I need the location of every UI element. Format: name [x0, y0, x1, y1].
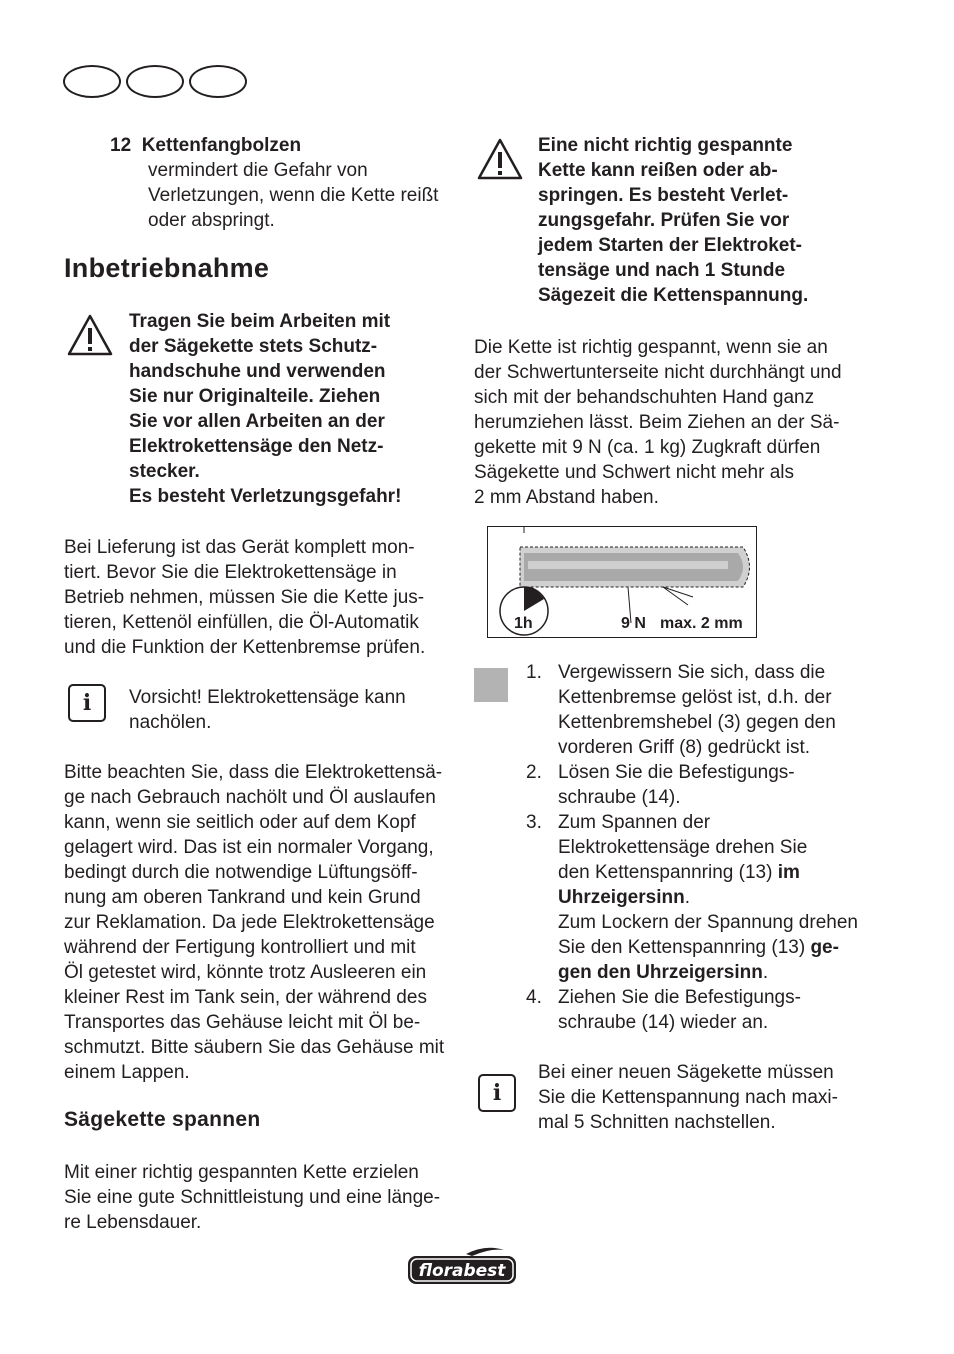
step-number: 4.: [526, 987, 542, 1008]
text-line: Eine nicht richtig gespannte: [538, 135, 793, 156]
text-span: den Kettenspannring (13): [558, 862, 778, 883]
list-item: [526, 985, 866, 1035]
text-line: schmutzt. Bitte säubern Sie das Gehäuse mit: [64, 1037, 445, 1058]
text-line: zur Reklamation. Da jede Elektrokettensäge: [64, 912, 435, 933]
logo-text: florabest: [418, 1261, 506, 1281]
text-line: der Schwertunterseite nicht durchhängt und: [474, 362, 842, 383]
paragraph: [474, 335, 874, 510]
text-line: [558, 960, 866, 985]
gap-label: max. 2 mm: [660, 615, 743, 632]
list-item: [526, 660, 866, 760]
text-line: Es besteht Verletzungsgefahr!: [129, 486, 402, 507]
emphasis: ge-: [810, 937, 839, 958]
text-line: oder abspringt.: [148, 210, 275, 231]
text-line: nung am oberen Tankrand und kein Grund: [64, 887, 421, 908]
text-line: vorderen Griff (8) gedrückt ist.: [558, 737, 811, 758]
text-line: Kettenbremshebel (3) gegen den: [558, 712, 836, 733]
part-description: [110, 133, 460, 233]
info-text: [129, 685, 459, 735]
warning-icon: [476, 137, 524, 181]
info-text: [538, 1060, 878, 1135]
text-line: mal 5 Schnitten nachstellen.: [538, 1112, 776, 1133]
text-line: springen. Es besteht Verlet-: [538, 185, 789, 206]
text-line: Vergewissern Sie sich, dass die: [558, 662, 826, 683]
text-line: Lösen Sie die Befestigungs-: [558, 762, 795, 783]
text-line: re Lebensdauer.: [64, 1212, 202, 1233]
text-line: Zum Lockern der Spannung drehen: [558, 912, 858, 933]
text-line: gelagert wird. Das ist ein normaler Vorgang,: [64, 837, 434, 858]
language-oval: [126, 65, 184, 98]
text-line: Die Kette ist richtig gespannt, wenn sie an: [474, 337, 828, 358]
language-oval: [189, 65, 247, 98]
text-line: handschuhe und verwenden: [129, 361, 386, 382]
text-line: Elektrokettensäge drehen Sie: [558, 837, 808, 858]
text-line: gekette mit 9 N (ca. 1 kg) Zugkraft dürfen: [474, 437, 821, 458]
text-line: vermindert die Gefahr von: [148, 160, 368, 181]
text-line: Kette kann reißen oder ab-: [538, 160, 778, 181]
language-oval: [63, 65, 121, 98]
text-line: Betrieb nehmen, müssen Sie die Kette jus-: [64, 587, 425, 608]
text-line: schraube (14).: [558, 787, 681, 808]
text-line: Vorsicht! Elektrokettensäge kann: [129, 687, 406, 708]
text-span: .: [762, 962, 769, 983]
force-label: 9 N: [621, 615, 646, 632]
text-line: tiert. Bevor Sie die Elektrokettensäge in: [64, 562, 397, 583]
warning-text: [538, 133, 878, 308]
text-line: [558, 860, 866, 885]
text-line: [558, 935, 866, 960]
text-line: schraube (14) wieder an.: [558, 1012, 769, 1033]
text-line: herumziehen lässt. Beim Ziehen an der Sä-: [474, 412, 840, 433]
text-line: tensäge und nach 1 Stunde: [538, 260, 786, 281]
section-heading: Inbetriebnahme: [64, 253, 270, 283]
text-line: ge nach Gebrauch nachölt und Öl auslaufen: [64, 787, 436, 808]
list-item: [526, 810, 866, 985]
text-line: Mit einer richtig gespannten Kette erzielen: [64, 1162, 419, 1183]
chain-tension-diagram: [487, 526, 757, 638]
text-line: Elektrokettensäge den Netz-: [129, 436, 384, 457]
text-line: stecker.: [129, 461, 200, 482]
step-number: 2.: [526, 762, 542, 783]
part-number: 12: [110, 135, 132, 156]
text-line: Ziehen Sie die Befestigungs-: [558, 987, 801, 1008]
step-number: 1.: [526, 662, 542, 683]
text-line: Sägezeit die Kettenspannung.: [538, 285, 809, 306]
text-line: [558, 885, 866, 910]
paragraph: [64, 1160, 459, 1235]
text-line: Bei einer neuen Sägekette müssen: [538, 1062, 834, 1083]
text-line: Sie die Kettenspannung nach maxi-: [538, 1087, 838, 1108]
text-span: .: [684, 887, 690, 908]
text-line: Sie nur Originalteile. Ziehen: [129, 386, 381, 407]
text-line: Tragen Sie beim Arbeiten mit: [129, 311, 391, 332]
text-line: bedingt durch die notwendige Lüftungsöff-: [64, 862, 418, 883]
info-icon: i: [68, 684, 106, 722]
text-line: Verletzungen, wenn die Kette reißt: [148, 185, 439, 206]
step-list: [526, 660, 866, 1035]
text-line: und die Funktion der Kettenbremse prüfen.: [64, 637, 426, 658]
text-line: kann, wenn sie seitlich oder auf dem Kopf: [64, 812, 416, 833]
text-line: Bei Lieferung ist das Gerät komplett mon-: [64, 537, 415, 558]
text-line: Zum Spannen der: [558, 812, 711, 833]
text-line: tieren, Kettenöl einfüllen, die Öl-Automatik: [64, 612, 419, 633]
paragraph: [64, 760, 459, 1085]
language-tabs: [63, 65, 252, 98]
emphasis: Uhrzeigersinn: [558, 887, 685, 908]
text-line: Sägekette und Schwert nicht mehr als: [474, 462, 795, 483]
text-line: Öl getestet wird, könnte trotz Ausleeren ein: [64, 962, 427, 983]
text-line: kleiner Rest im Tank sein, der während des: [64, 987, 427, 1008]
part-title: Kettenfangbolzen: [141, 135, 302, 156]
info-icon: i: [478, 1074, 516, 1112]
step-marker: [474, 668, 508, 702]
emphasis: gen den Uhrzeigersinn: [558, 962, 763, 983]
text-line: jedem Starten der Elektroket-: [538, 235, 802, 256]
text-line: der Sägekette stets Schutz-: [129, 336, 378, 357]
text-line: zungsgefahr. Prüfen Sie vor: [538, 210, 790, 231]
text-line: nachölen.: [129, 712, 212, 733]
text-line: Sie eine gute Schnittleistung und eine länge-: [64, 1187, 441, 1208]
text-span: Sie den Kettenspannring (13): [558, 937, 811, 958]
emphasis: im: [777, 862, 800, 883]
warning-text: [129, 309, 459, 509]
text-line: Sie vor allen Arbeiten an der: [129, 411, 385, 432]
text-line: einem Lappen.: [64, 1062, 190, 1083]
subsection-heading: Sägekette spannen: [64, 1108, 261, 1131]
text-line: sich mit der behandschuhten Hand ganz: [474, 387, 815, 408]
step-number: 3.: [526, 812, 542, 833]
warning-icon: [66, 313, 114, 357]
list-item: [526, 760, 866, 810]
text-line: Kettenbremse gelöst ist, d.h. der: [558, 687, 832, 708]
text-line: Transportes das Gehäuse leicht mit Öl be-: [64, 1012, 421, 1033]
text-line: 2 mm Abstand haben.: [474, 487, 659, 508]
text-line: Bitte beachten Sie, dass die Elektrokettensä-: [64, 762, 443, 783]
time-label: 1h: [514, 615, 533, 632]
text-line: während der Fertigung kontrolliert und mit: [64, 937, 416, 958]
paragraph: [64, 535, 454, 660]
florabest-logo: [406, 1246, 518, 1286]
